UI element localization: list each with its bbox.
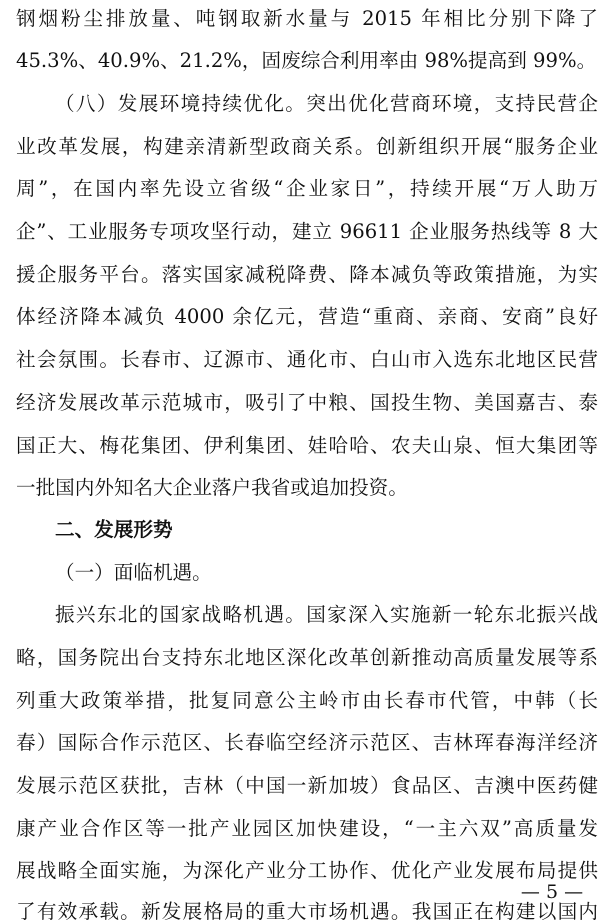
body-text-line: 钢烟粉尘排放量、吨钢取新水量与 2015 年相比分别下降了	[16, 7, 598, 30]
body-text-line: 社会氛围。长春市、辽源市、通化市、白山市入选东北地区民营	[16, 348, 598, 371]
body-text-line: 了有效承载。新发展格局的重大市场机遇。我国正在构建以国内	[16, 900, 598, 923]
body-text-line: 春）国际合作示范区、长春临空经济示范区、吉林珲春海洋经济	[16, 731, 598, 754]
body-text-line: 业改革发展，构建亲清新型政商关系。创新组织开展“服务企业	[16, 135, 598, 158]
body-text-line: 展战略全面实施，为深化产业分工协作、优化产业发展布局提供	[16, 859, 598, 882]
body-paragraph-start: 振兴东北的国家战略机遇。国家深入实施新一轮东北振兴战	[55, 603, 598, 626]
body-text-line: 略，国务院出台支持东北地区深化改革创新推动高质量发展等系	[16, 646, 598, 669]
page-number: — 5 —	[520, 881, 584, 903]
body-text-line: 企”、工业服务专项攻坚行动，建立 96611 企业服务热线等 8 大	[16, 220, 598, 243]
body-text-line: 经济发展改革示范城市，吸引了中粮、国投生物、美国嘉吉、泰	[16, 391, 598, 414]
section-heading: 二、发展形势	[55, 518, 173, 541]
body-text-line: 45.3%、40.9%、21.2%，固废综合利用率由 98%提高到 99%。	[16, 49, 597, 72]
section-paragraph-start: （八）发展环境持续优化。突出优化营商环境，支持民营企	[55, 92, 598, 115]
body-text-line: 援企服务平台。落实国家减税降费、降本减负等政策措施，为实	[16, 263, 598, 286]
body-text-line: 周”，在国内率先设立省级“企业家日”，持续开展“万人助万	[16, 177, 598, 200]
body-text-line: 一批国内外知名大企业落户我省或追加投资。	[16, 476, 408, 499]
body-text-line: 列重大政策举措，批复同意公主岭市由长春市代管，中韩（长	[16, 689, 598, 712]
body-text-line: 康产业合作区等一批产业园区加快建设，“一主六双”高质量发	[16, 817, 598, 840]
subsection-heading: （一）面临机遇。	[55, 561, 212, 584]
body-text-line: 体经济降本减负 4000 余亿元，营造“重商、亲商、安商”良好	[16, 305, 598, 328]
body-text-line: 发展示范区获批，吉林（中国一新加坡）食品区、吉澳中医药健	[16, 774, 598, 797]
body-text-line: 国正大、梅花集团、伊利集团、娃哈哈、农夫山泉、恒大集团等	[16, 434, 598, 457]
